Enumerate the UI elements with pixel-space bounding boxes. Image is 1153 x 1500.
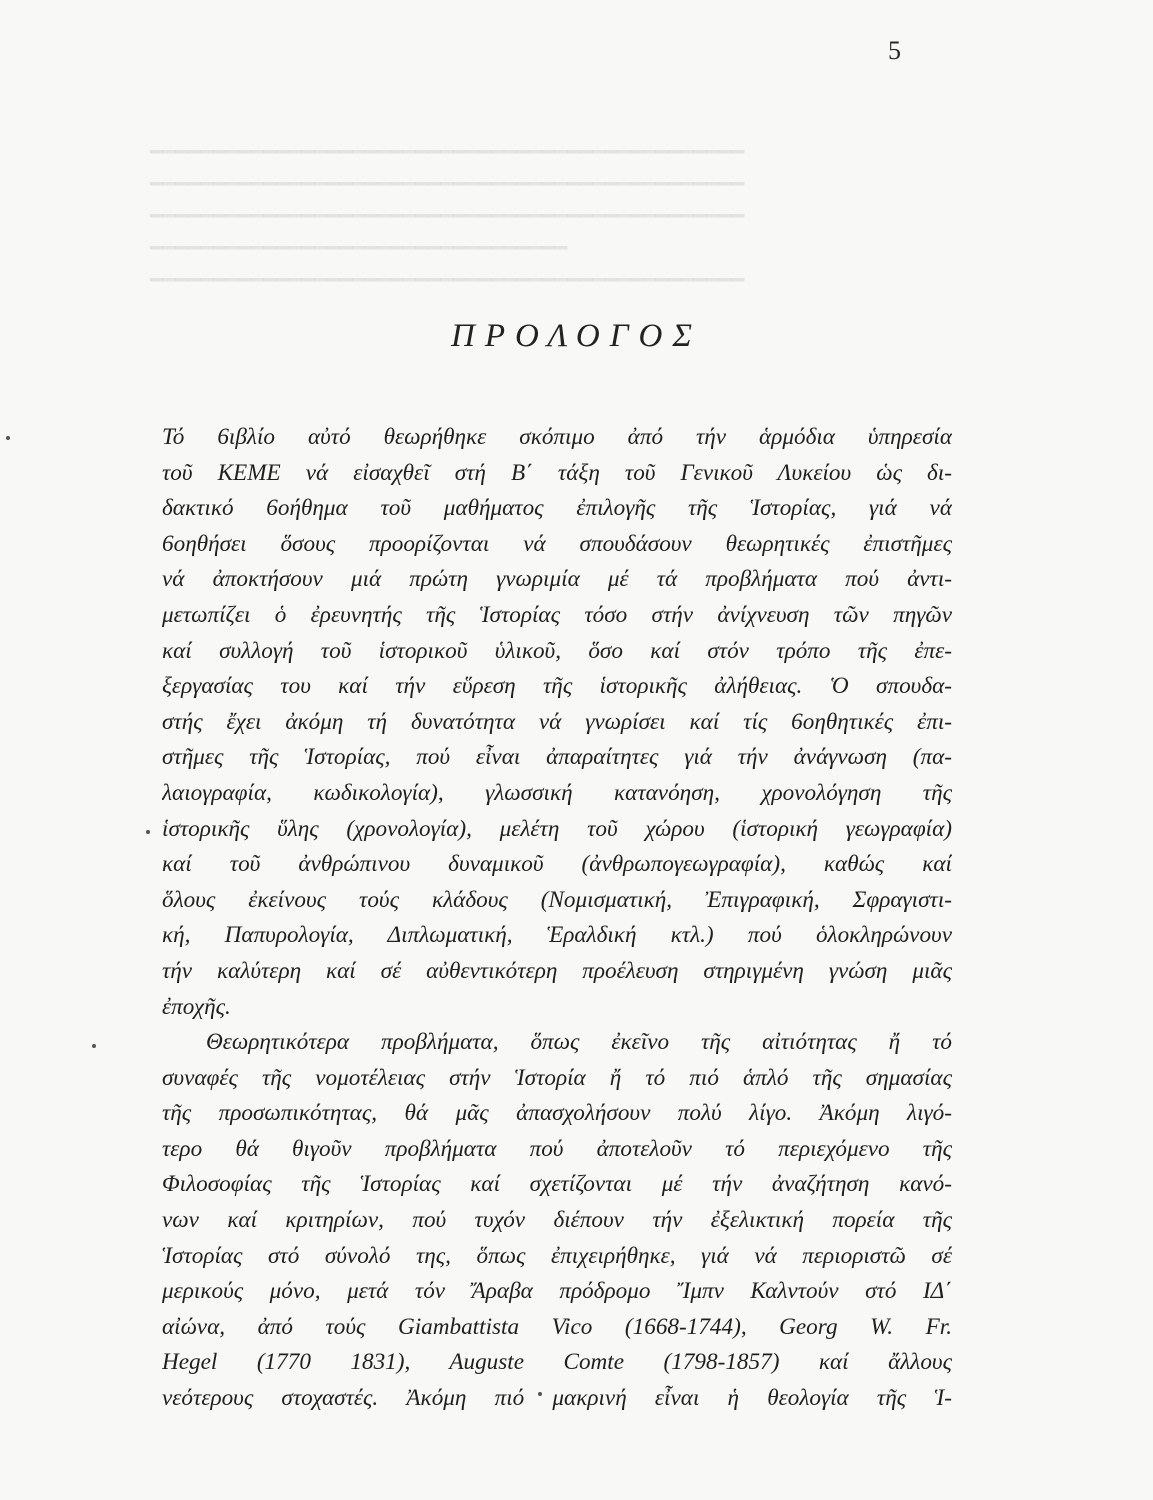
scan-speck [92,1044,96,1048]
text-line: μερικούς μόνο, μετά τόν Ἄραβα πρόδρομο Ἴμπν Καλντούν στό ΙΔ΄ [162,1278,952,1305]
text-line: μετωπίζει ὁ ἐρευνητής τῆς Ἱστορίας τόσο στήν ἀνίχνευση τῶν πηγῶν [162,601,952,628]
text-line: Τό 6ιβλίο αὐτό θεωρήθηκε σκόπιμο ἀπό τήν ἁρμόδια ὑπηρεσία [162,424,952,450]
body-text [162,420,952,1417]
text-line: αἰώνα, ἀπό τούς Giambattista Vico (1668-1744), Georg W. Fr. [162,1313,952,1340]
text-line: νεότερους στοχαστές. Ἀκόμη πιό μακρινή εἶναι ἡ θεολογία τῆς Ἱ- [162,1385,952,1412]
text-line: νων καί κριτηρίων, πού τυχόν διέπουν τήν ἐξελικτική πορεία τῆς [162,1207,952,1234]
text-line: Θεωρητικότερα προβλήματα, ὅπως ἐκεῖνο τῆς αἰτιότητας ἤ τό [206,1029,952,1056]
text-line: τῆς προσωπικότητας, θά μᾶς ἀπασχολήσουν πολύ λίγο. Ἀκόμη λιγό- [162,1100,952,1127]
text-line: λαιογραφία, κωδικολογία), γλωσσική κατανόηση, χρονολόγηση τῆς [162,779,952,806]
bleed-through-decoration: ━━━━━━━━━━━━━━━━━━━━━━━━━━━━━━━━━━━━━━━━━━━━━━━ [150,172,745,196]
text-line: τερο θά θιγοῦν προβλήματα πού ἀποτελοῦν τό περιεχόμενο τῆς [162,1135,952,1162]
chapter-title: ΠΡΟΛΟΓΟΣ [451,318,702,354]
text-line: ὅλους ἐκείνους τούς κλάδους (Νομισματική, Ἐπιγραφική, Σφραγιστι- [162,886,952,913]
text-line: 6οηθήσει ὅσους προορίζονται νά σπουδάσουν θεωρητικές ἐπιστῆμες [162,530,952,557]
bleed-through-decoration: ━━━━━━━━━━━━━━━━━━━━━━━━━━━━━━━━━━━━━━━━━━━━━━━ [150,204,745,228]
text-line: κή, Παπυρολογία, Διπλωματική, Ἑραλδική κτλ.) πού ὁλοκληρώνουν [162,922,952,949]
text-line: Hegel (1770 1831), Auguste Comte (1798-1857) καί ἄλλους [162,1349,952,1376]
text-line: ἱστορικῆς ὕλης (χρονολογία), μελέτη τοῦ χώρου (ἱστορική γεωγραφία) [162,815,952,842]
scan-speck [6,436,10,440]
text-line: συναφές τῆς νομοτέλειας στήν Ἱστορία ἤ τό πιό ἁπλό τῆς σημασίας [162,1064,952,1091]
text-line: ἐποχῆς. [162,993,231,1020]
text-line: δακτικό 6οήθημα τοῦ μαθήματος ἐπιλογῆς τῆς Ἱστορίας, γιά νά [162,495,952,522]
bleed-through-decoration: ━━━━━━━━━━━━━━━━━━━━━━━━━━━━━━━━━━━━━━━━━━━━━━━ [150,140,745,164]
text-line: καί τοῦ ἀνθρώπινου δυναμικοῦ (ἀνθρωπογεωγραφία), καθώς καί [162,851,952,878]
text-line: νά ἀποκτήσουν μιά πρώτη γνωριμία μέ τά προβλήματα πού ἀντι- [162,566,952,593]
text-line: τοῦ ΚΕΜΕ νά εἰσαχθεῖ στή Β΄ τάξη τοῦ Γενικοῦ Λυκείου ὡς δι- [162,459,952,486]
bleed-through-decoration: ━━━━━━━━━━━━━━━━━━━━━━━━━━━━━━━━━ [150,236,568,260]
bleed-through-decoration: ━━━━━━━━━━━━━━━━━━━━━━━━━━━━━━━━━━━━━━━━━━━━━━━ [150,268,745,292]
text-line: Φιλοσοφίας τῆς Ἱστορίας καί σχετίζονται μέ τήν ἀναζήτηση κανό- [162,1171,952,1198]
text-line: Ἱστορίας στό σύνολό της, ὅπως ἐπιχειρήθηκε, γιά νά περιοριστῶ σέ [162,1242,952,1269]
text-line: ξεργασίας του καί τήν εὕρεση τῆς ἱστορικῆς ἀλήθειας. Ὁ σπουδα- [162,673,952,700]
text-line: στής ἔχει ἀκόμη τή δυνατότητα νά γνωρίσει καί τίς 6οηθητικές ἐπι- [162,708,952,735]
text-line: τήν καλύτερη καί σέ αὐθεντικότερη προέλευση στηριγμένη γνώση μιᾶς [162,957,952,984]
page-number: 5 [888,36,901,65]
text-line: καί συλλογή τοῦ ἱστορικοῦ ὑλικοῦ, ὅσο καί στόν τρόπο τῆς ἐπε- [162,637,952,664]
scan-speck [146,830,150,834]
text-line: στῆμες τῆς Ἱστορίας, πού εἶναι ἀπαραίτητες γιά τήν ἀνάγνωση (πα- [162,744,952,771]
